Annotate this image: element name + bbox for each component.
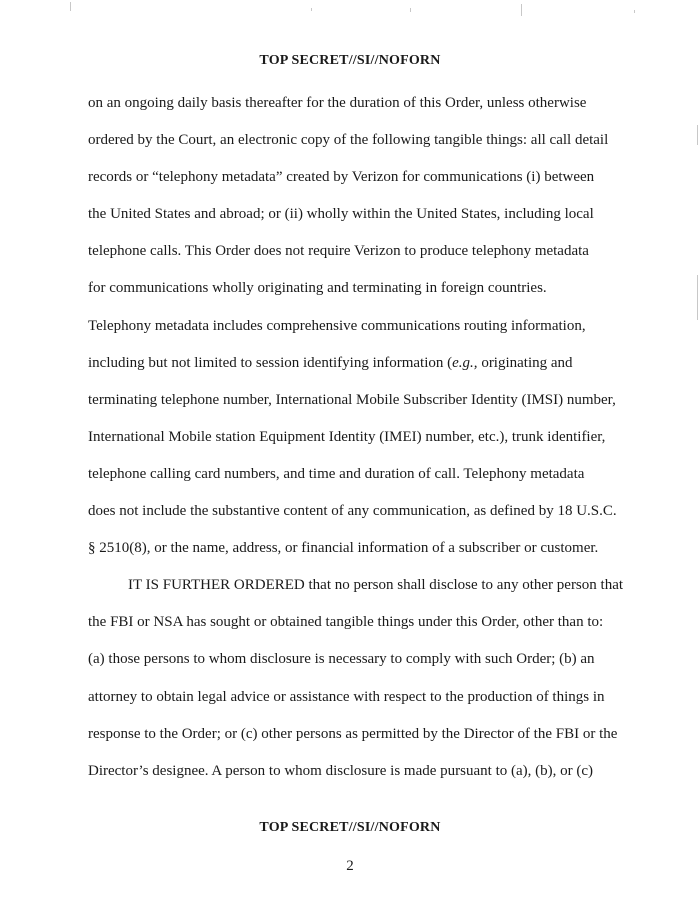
text-line: does not include the substantive content of any communication, as defined by 18 U.S.C. xyxy=(88,503,617,520)
text-line: terminating telephone number, International Mobile Subscriber Identity (IMSI) number, xyxy=(88,391,616,408)
scan-speck xyxy=(70,2,71,11)
scan-speck xyxy=(410,8,411,12)
text-line: ordered by the Court, an electronic copy of the following tangible things: all call detail xyxy=(88,132,609,149)
text-line: Telephony metadata includes comprehensive communications routing information, xyxy=(88,317,586,334)
paragraph-first-line: IT IS FURTHER ORDERED that no person shall disclose to any other person that xyxy=(128,577,624,594)
text-line: on an ongoing daily basis thereafter for the duration of this Order, unless otherwise xyxy=(88,95,587,111)
text-line: including but not limited to session identifying information (e.g., originating and xyxy=(88,354,573,371)
scan-speck xyxy=(634,10,635,13)
order-body-text xyxy=(88,92,628,797)
scan-speck xyxy=(697,275,698,320)
text-line: Director’s designee. A person to whom disclosure is made pursuant to (a), (b), or (c) xyxy=(88,762,594,779)
text-line: International Mobile station Equipment Identity (IMEI) number, etc.), trunk identifier, xyxy=(88,428,606,445)
footer-classification-marking: TOP SECRET//SI//NOFORN xyxy=(259,820,441,835)
text-line: the United States and abroad; or (ii) wholly within the United States, including local xyxy=(88,206,594,223)
scan-speck xyxy=(521,4,522,16)
text-line: telephone calls. This Order does not require Verizon to produce telephony metadata xyxy=(88,243,589,260)
text-line: (a) those persons to whom disclosure is necessary to comply with such Order; (b) an xyxy=(88,651,595,668)
text-line: the FBI or NSA has sought or obtained tangible things under this Order, other than to: xyxy=(88,614,604,631)
text-line: response to the Order; or (c) other persons as permitted by the Director of the FBI or the xyxy=(88,725,618,742)
italic-eg: e.g., xyxy=(452,354,478,371)
scan-speck xyxy=(697,125,698,145)
scan-speck xyxy=(311,8,312,11)
text-line: records or “telephony metadata” created by Verizon for communications (i) between xyxy=(88,169,595,186)
text-line: telephone calling card numbers, and time and duration of call. Telephony metadata xyxy=(88,465,585,482)
text-line: § 2510(8), or the name, address, or financial information of a subscriber or customer. xyxy=(88,540,599,557)
page-number: 2 xyxy=(346,858,354,874)
text-line: attorney to obtain legal advice or assistance with respect to the production of things in xyxy=(88,688,605,705)
header-classification-marking: TOP SECRET//SI//NOFORN xyxy=(259,53,441,68)
text-line: for communications wholly originating and terminating in foreign countries. xyxy=(88,280,547,297)
